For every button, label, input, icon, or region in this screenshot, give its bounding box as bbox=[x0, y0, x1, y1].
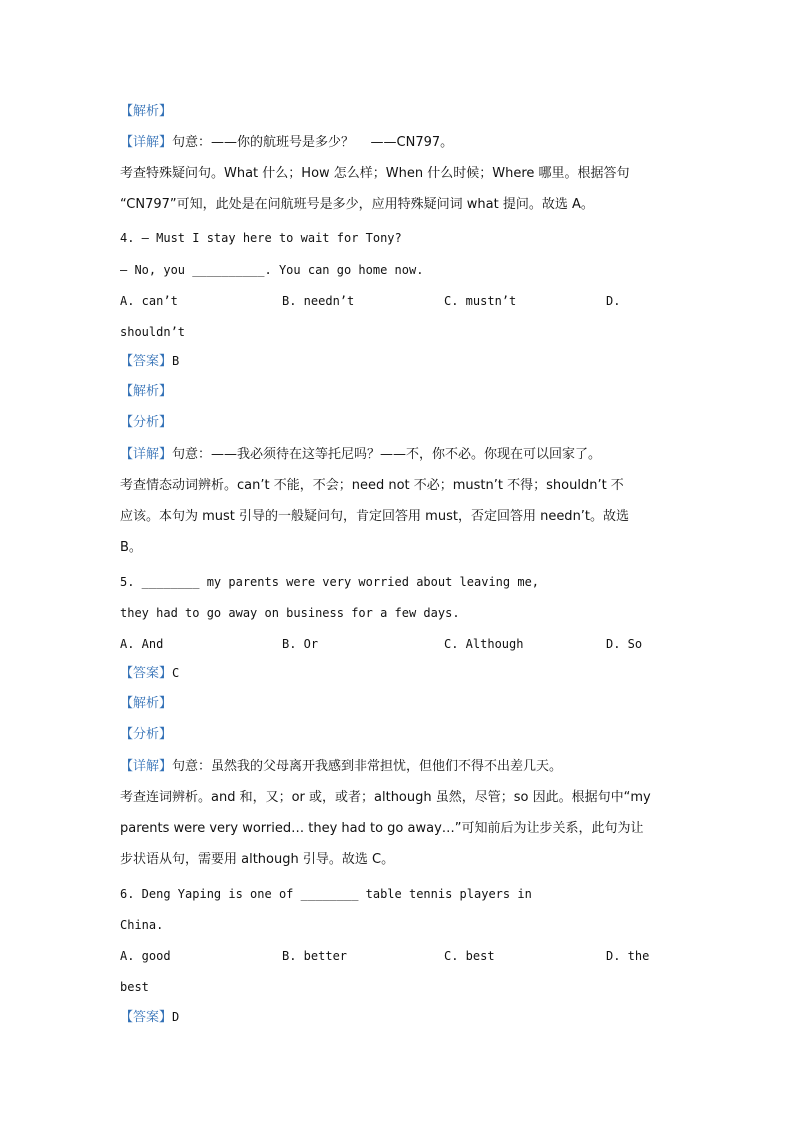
explanation-line: 考查情态动词辨析。can’t 不能，不会；need not 不必；mustn’t 不得；shouldn’t 不 bbox=[120, 478, 624, 493]
detail-line bbox=[120, 135, 453, 151]
analysis-tag: 【解析】 bbox=[120, 104, 173, 119]
answer-line bbox=[120, 665, 179, 681]
option-c: C. Although bbox=[444, 637, 524, 651]
detail-line bbox=[120, 759, 562, 775]
option-d-continued: best bbox=[120, 980, 149, 994]
answer-tag: 【答案】 bbox=[120, 1010, 173, 1025]
answer-value: D bbox=[172, 1010, 180, 1024]
fenxi-tag: 【分析】 bbox=[120, 415, 173, 430]
option-c: C. mustn’t bbox=[444, 294, 517, 308]
option-c: C. best bbox=[444, 949, 495, 963]
option-d: D. the bbox=[606, 949, 650, 963]
option-d: D. bbox=[606, 294, 621, 308]
option-b: B. better bbox=[282, 949, 348, 963]
option-a: A. can’t bbox=[120, 294, 178, 308]
option-d-continued: shouldn’t bbox=[120, 325, 186, 339]
option-b: B. needn’t bbox=[282, 294, 355, 308]
explanation-line: 考查特殊疑问句。What 什么；How 怎么样；When 什么时候；Where 哪里。根据答句 bbox=[120, 166, 630, 181]
explanation-line: parents were very worried… they had to go away…”可知前后为让步关系，此句为让 bbox=[120, 821, 644, 836]
detail-line bbox=[120, 447, 601, 463]
answer-tag: 【答案】 bbox=[120, 666, 173, 681]
detail-text: 句意：虽然我的父母离开我感到非常担忧，但他们不得不出差几天。 bbox=[172, 759, 563, 774]
answer-tag: 【答案】 bbox=[120, 354, 173, 369]
document-page bbox=[120, 0, 680, 1123]
explanation-line: 步状语从句，需要用 although 引导。故选 C。 bbox=[120, 852, 395, 867]
answer-line bbox=[120, 1009, 179, 1025]
analysis-tag: 【解析】 bbox=[120, 696, 173, 711]
analysis-tag: 【解析】 bbox=[120, 384, 173, 399]
option-b: B. Or bbox=[282, 637, 319, 651]
explanation-line: 应该。本句为 must 引导的一般疑问句，肯定回答用 must，否定回答用 needn’t。故选 bbox=[120, 509, 630, 524]
explanation-line: “CN797”可知，此处是在问航班号是多少，应用特殊疑问词 what 提问。故选 A。 bbox=[120, 197, 594, 212]
answer-value: B bbox=[172, 354, 180, 368]
detail-tag: 【详解】 bbox=[120, 759, 173, 774]
question-stem: — No, you __________. You can go home now. bbox=[120, 263, 424, 277]
detail-tag: 【详解】 bbox=[120, 135, 173, 150]
detail-text: 句意：——我必须待在这等托尼吗？——不，你不必。你现在可以回家了。 bbox=[172, 447, 602, 462]
answer-line bbox=[120, 353, 179, 369]
question-stem: 6. Deng Yaping is one of ________ table tennis players in bbox=[120, 887, 532, 901]
answer-value: C bbox=[172, 666, 180, 680]
option-a: A. And bbox=[120, 637, 164, 651]
question-stem: 4. — Must I stay here to wait for Tony? bbox=[120, 231, 402, 245]
question-stem: 5. ________ my parents were very worried about leaving me, bbox=[120, 575, 540, 589]
option-d: D. So bbox=[606, 637, 643, 651]
question-stem: China. bbox=[120, 918, 164, 932]
detail-tag: 【详解】 bbox=[120, 447, 173, 462]
fenxi-tag: 【分析】 bbox=[120, 727, 173, 742]
question-stem: they had to go away on business for a few days. bbox=[120, 606, 460, 620]
detail-text: 句意：——你的航班号是多少？ ——CN797。 bbox=[172, 135, 454, 150]
explanation-line: 考查连词辨析。and 和，又；or 或，或者；although 虽然，尽管；so 因此。根据句中“my bbox=[120, 790, 651, 805]
option-a: A. good bbox=[120, 949, 171, 963]
explanation-line: B。 bbox=[120, 540, 142, 555]
